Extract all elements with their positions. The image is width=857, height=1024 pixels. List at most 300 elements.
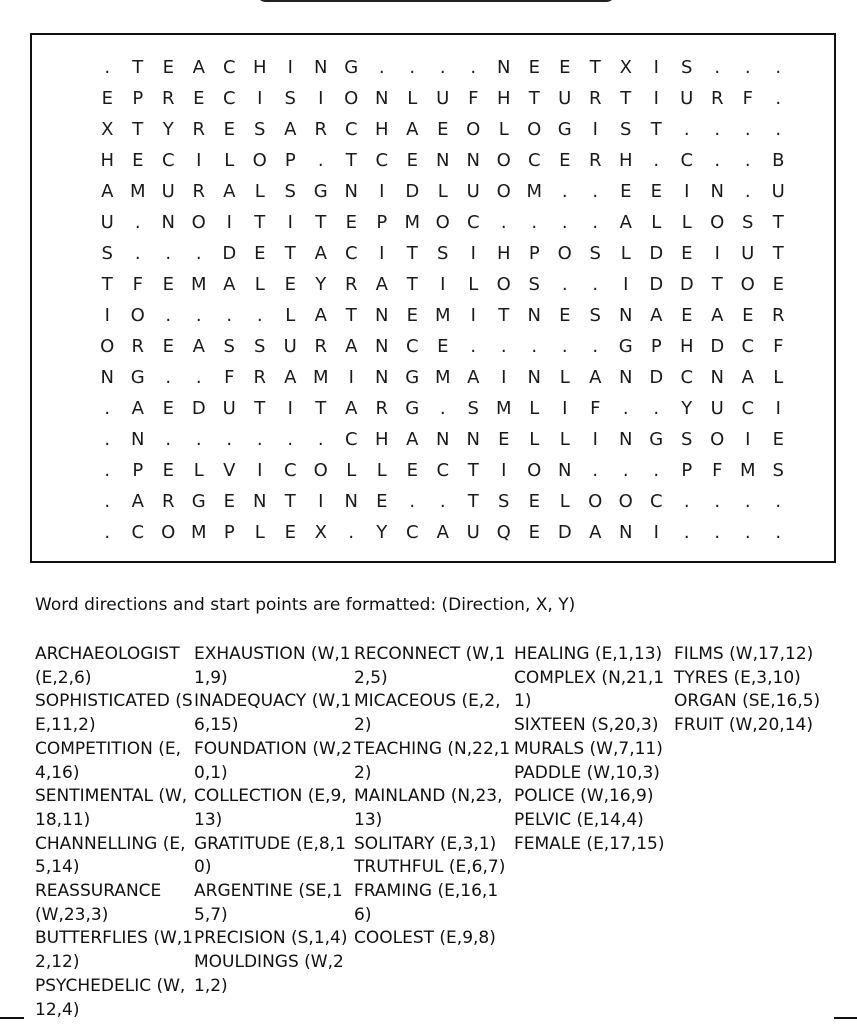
grid-cell: . — [134, 212, 141, 233]
grid-cell: N — [710, 181, 724, 202]
grid-cell: L — [651, 212, 662, 233]
grid-cell: . — [439, 57, 446, 78]
grid-cell: I — [287, 57, 293, 78]
grid-cell: E — [162, 57, 174, 78]
grid-cell: . — [195, 243, 202, 264]
grid-cell: I — [653, 57, 659, 78]
grid-cell: A — [101, 181, 114, 202]
grid-cell: N — [466, 150, 480, 171]
grid-cell: U — [283, 336, 297, 357]
grid-cell: C — [344, 243, 358, 264]
word-entry: SIXTEEN (S,20,3) — [514, 715, 659, 736]
grid-cell: I — [775, 398, 781, 419]
grid-cell: . — [104, 57, 111, 78]
grid-cell: . — [104, 460, 111, 481]
grid-cell: R — [192, 181, 205, 202]
grid-cell: U — [436, 88, 450, 109]
grid-cell: C — [283, 460, 297, 481]
grid-cell: S — [254, 336, 266, 357]
grid-cell: H — [374, 119, 389, 140]
grid-cell: A — [345, 398, 358, 419]
grid-cell: I — [470, 243, 476, 264]
grid-cell: O — [252, 150, 267, 171]
grid-cell: S — [467, 398, 479, 419]
grid-row — [92, 459, 794, 483]
grid-cell: L — [254, 181, 265, 202]
grid-cell: T — [620, 88, 632, 109]
word-entry: PADDLE (W,10,3) — [514, 762, 660, 783]
grid-cell: . — [531, 212, 538, 233]
grid-cell: T — [254, 398, 266, 419]
grid-cell: T — [772, 243, 784, 264]
grid-cell: A — [406, 119, 419, 140]
grid-cell: E — [345, 212, 357, 233]
grid-cell: N — [619, 429, 633, 450]
grid-cell: . — [653, 150, 660, 171]
grid-cell: R — [161, 491, 175, 512]
grid-cell: C — [405, 522, 419, 543]
grid-cell: P — [132, 460, 144, 481]
word-entry: HEALING (E,1,13) — [514, 644, 663, 664]
grid-cell: R — [314, 119, 327, 140]
word-entry: EXHAUSTION (W,11,9) — [194, 644, 351, 688]
grid-cell: O — [496, 274, 511, 295]
grid-cell: E — [376, 491, 388, 512]
grid-cell: P — [650, 336, 662, 357]
grid-cell: . — [500, 212, 507, 233]
grid-cell: O — [161, 522, 176, 543]
grid-cell: N — [314, 57, 328, 78]
grid-cell: M — [434, 305, 451, 326]
grid-cell: A — [131, 398, 144, 419]
grid-cell: . — [744, 181, 751, 202]
grid-cell: U — [710, 398, 724, 419]
grid-cell: I — [287, 398, 293, 419]
grid-cell: L — [437, 181, 448, 202]
grid-cell: O — [710, 429, 725, 450]
grid-cell: A — [467, 367, 480, 388]
grid-cell: N — [131, 429, 145, 450]
grid-cell: . — [439, 491, 446, 512]
grid-cell: T — [589, 57, 601, 78]
grid-cell: . — [104, 522, 111, 543]
grid-cell: I — [714, 243, 720, 264]
crop-mark — [834, 1017, 857, 1019]
grid-cell: O — [527, 460, 542, 481]
grid-cell: O — [496, 181, 511, 202]
grid-cell: O — [740, 274, 755, 295]
grid-cell: C — [680, 367, 694, 388]
grid-cell: H — [252, 57, 267, 78]
grid-cell: S — [437, 243, 449, 264]
grid-cell: C — [405, 336, 419, 357]
grid-cell: . — [653, 460, 660, 481]
grid-cell: E — [681, 243, 693, 264]
grid-cell: . — [195, 429, 202, 450]
grid-cell: F — [468, 88, 479, 109]
grid-cell: . — [500, 336, 507, 357]
grid-cell: N — [375, 305, 389, 326]
grid-cell: E — [284, 522, 296, 543]
grid-cell: U — [558, 88, 572, 109]
grid-cell: I — [318, 88, 324, 109]
grid-cell: C — [131, 522, 145, 543]
grid-cell: L — [529, 429, 540, 450]
grid-cell: R — [710, 88, 724, 109]
grid-cell: T — [772, 212, 784, 233]
grid-cell: T — [284, 491, 296, 512]
grid-cell: F — [742, 88, 753, 109]
grid-cell: P — [376, 212, 388, 233]
grid-cell: A — [406, 429, 419, 450]
grid-cell: E — [620, 181, 632, 202]
grid-cell: M — [129, 181, 146, 202]
grid-cell: D — [649, 274, 664, 295]
grid-cell: M — [739, 460, 756, 481]
grid-cell: R — [314, 336, 327, 357]
grid-row — [92, 118, 794, 142]
grid-cell: I — [745, 429, 751, 450]
grid-cell: L — [224, 150, 235, 171]
grid-cell: L — [254, 274, 265, 295]
grid-cell: O — [618, 491, 633, 512]
grid-cell: O — [557, 243, 572, 264]
grid-cell: M — [404, 212, 421, 233]
grid-cell: . — [104, 491, 111, 512]
grid-cell: . — [592, 274, 599, 295]
grid-cell: . — [775, 88, 782, 109]
grid-cell: . — [683, 522, 690, 543]
grid-cell: I — [196, 150, 202, 171]
grid-cell: A — [192, 57, 205, 78]
grid-cell: E — [223, 119, 235, 140]
grid-cell: A — [619, 212, 632, 233]
grid-cell: V — [223, 460, 236, 481]
grid-cell: . — [409, 57, 416, 78]
grid-row — [92, 56, 794, 80]
grid-cell: . — [561, 181, 568, 202]
grid-cell: . — [744, 150, 751, 171]
grid-cell: . — [714, 491, 721, 512]
grid-cell: E — [772, 429, 784, 450]
grid-cell: T — [132, 119, 144, 140]
grid-cell: H — [618, 150, 633, 171]
grid-cell: T — [406, 274, 418, 295]
grid-cell: E — [437, 336, 449, 357]
grid-cell: I — [592, 429, 598, 450]
grid-cell: I — [379, 181, 385, 202]
grid-cell: A — [436, 522, 449, 543]
grid-cell: . — [592, 181, 599, 202]
grid-cell: R — [161, 88, 175, 109]
grid-cell: . — [744, 522, 751, 543]
grid-cell: T — [254, 212, 266, 233]
grid-cell: L — [620, 243, 631, 264]
grid-cell: O — [313, 460, 328, 481]
grid-row — [92, 149, 794, 173]
grid-cell: E — [406, 460, 418, 481]
grid-cell: I — [440, 274, 446, 295]
grid-cell: N — [558, 460, 572, 481]
grid-cell: B — [772, 150, 785, 171]
grid-cell: D — [191, 398, 206, 419]
grid-cell: N — [375, 88, 389, 109]
grid-cell: T — [528, 88, 540, 109]
grid-cell: E — [406, 150, 418, 171]
word-entry: SOPHISTICATED (SE,11,2) — [35, 691, 193, 736]
grid-cell: X — [314, 522, 327, 543]
grid-cell: R — [588, 88, 602, 109]
grid-cell: L — [559, 367, 570, 388]
grid-cell: T — [498, 305, 510, 326]
grid-cell: T — [711, 274, 723, 295]
grid-cell: . — [317, 150, 324, 171]
grid-cell: L — [529, 398, 540, 419]
grid-cell: . — [165, 429, 172, 450]
grid-cell: U — [741, 243, 755, 264]
grid-cell: A — [650, 305, 663, 326]
grid-row — [92, 521, 794, 545]
grid-cell: . — [714, 119, 721, 140]
grid-cell: Q — [496, 522, 511, 543]
grid-cell: P — [284, 150, 296, 171]
word-search-grid — [30, 33, 836, 563]
grid-cell: X — [619, 57, 632, 78]
grid-cell: . — [226, 429, 233, 450]
word-entry: PSYCHEDELIC (W,12,4) — [35, 975, 186, 1020]
grid-cell: Y — [681, 398, 693, 419]
grid-cell: E — [193, 88, 205, 109]
grid-cell: E — [559, 305, 571, 326]
grid-cell: . — [348, 522, 355, 543]
grid-cell: O — [527, 119, 542, 140]
word-list-column — [194, 643, 352, 999]
grid-cell: N — [375, 336, 389, 357]
grid-cell: D — [405, 181, 420, 202]
grid-cell: P — [528, 243, 540, 264]
grid-cell: . — [775, 119, 782, 140]
grid-cell: M — [526, 181, 543, 202]
grid-cell: C — [680, 150, 694, 171]
grid-cell: . — [561, 274, 568, 295]
grid-cell: L — [346, 460, 357, 481]
grid-row — [92, 242, 794, 266]
grid-cell: . — [287, 429, 294, 450]
grid-cell: R — [192, 119, 205, 140]
grid-cell: D — [649, 367, 664, 388]
grid-cell: . — [592, 212, 599, 233]
grid-cell: H — [496, 88, 511, 109]
grid-cell: S — [528, 274, 540, 295]
word-list — [35, 643, 835, 1023]
word-entry: TRUTHFUL (E,6,7) — [354, 857, 506, 878]
grid-cell: . — [714, 57, 721, 78]
crop-mark — [0, 1017, 24, 1019]
grid-cell: A — [223, 274, 236, 295]
grid-cell: I — [501, 367, 507, 388]
grid-cell: N — [466, 429, 480, 450]
grid-cell: R — [375, 398, 388, 419]
grid-cell: E — [162, 398, 174, 419]
grid-cell: F — [132, 274, 143, 295]
grid-cell: Y — [162, 119, 174, 140]
grid-cell: I — [257, 88, 263, 109]
word-entry: COMPLEX (N,21,11) — [514, 667, 665, 712]
grid-cell: L — [468, 274, 479, 295]
word-list-column — [514, 643, 672, 856]
grid-cell: . — [195, 305, 202, 326]
top-tab-decoration — [256, 0, 616, 2]
grid-cell: E — [162, 336, 174, 357]
word-entry: ARCHAEOLOGIST (E,2,6) — [35, 644, 180, 688]
grid-cell: L — [681, 212, 692, 233]
grid-cell: . — [256, 429, 263, 450]
grid-cell: E — [162, 274, 174, 295]
grid-cell: T — [315, 212, 327, 233]
grid-cell: G — [130, 367, 145, 388]
grid-cell: . — [317, 429, 324, 450]
grid-cell: D — [222, 243, 237, 264]
grid-cell: A — [284, 119, 297, 140]
grid-cell: I — [226, 212, 232, 233]
grid-cell: E — [772, 274, 784, 295]
word-entry: POLICE (W,16,9) — [514, 786, 654, 807]
grid-cell: O — [191, 212, 206, 233]
grid-cell: O — [100, 336, 115, 357]
grid-cell: . — [744, 57, 751, 78]
grid-cell: S — [742, 212, 754, 233]
grid-cell: S — [498, 491, 510, 512]
grid-cell: E — [284, 274, 296, 295]
grid-cell: P — [132, 88, 144, 109]
grid-cell: T — [284, 243, 296, 264]
word-entry: FRAMING (E,16,16) — [354, 881, 499, 925]
word-entry: ARGENTINE (SE,15,7) — [194, 881, 343, 925]
grid-cell: E — [559, 150, 571, 171]
grid-cell: I — [562, 398, 568, 419]
grid-cell: . — [592, 460, 599, 481]
grid-cell: I — [653, 88, 659, 109]
grid-cell: F — [224, 367, 235, 388]
grid-cell: M — [434, 367, 451, 388]
grid-cell: T — [132, 57, 144, 78]
grid-cell: S — [223, 336, 235, 357]
grid-cell: E — [528, 522, 540, 543]
grid-cell: H — [496, 243, 511, 264]
grid-cell: . — [622, 398, 629, 419]
grid-cell: R — [253, 367, 266, 388]
grid-cell: . — [714, 150, 721, 171]
grid-cell: . — [622, 460, 629, 481]
grid-cell: H — [374, 429, 389, 450]
word-entry: ORGAN (SE,16,5) — [674, 691, 821, 712]
grid-cell: U — [466, 181, 480, 202]
grid-cell: L — [498, 119, 509, 140]
grid-cell: . — [195, 367, 202, 388]
grid-cell: G — [618, 336, 633, 357]
grid-cell: I — [379, 243, 385, 264]
grid-cell: E — [254, 243, 266, 264]
grid-cell: L — [193, 460, 204, 481]
word-list-column — [354, 643, 512, 951]
grid-cell: E — [559, 57, 571, 78]
grid-cell: E — [406, 305, 418, 326]
grid-cell: I — [501, 460, 507, 481]
grid-cell: N — [161, 212, 175, 233]
grid-cell: S — [101, 243, 113, 264]
word-entry: COOLEST (E,9,8) — [354, 928, 496, 949]
grid-cell: I — [257, 460, 263, 481]
grid-cell: T — [467, 460, 479, 481]
word-entry: FEMALE (E,17,15) — [514, 833, 665, 854]
grid-cell: L — [254, 522, 265, 543]
grid-cell: N — [375, 367, 389, 388]
grid-cell: . — [226, 305, 233, 326]
grid-cell: N — [527, 305, 541, 326]
grid-cell: L — [285, 305, 296, 326]
word-entry: REASSURANCE (W,23,3) — [35, 881, 162, 925]
grid-cell: L — [376, 460, 387, 481]
word-list-column — [35, 643, 193, 1022]
grid-cell: M — [190, 274, 207, 295]
grid-cell: C — [527, 150, 541, 171]
grid-cell: A — [589, 367, 602, 388]
grid-cell: . — [683, 119, 690, 140]
grid-cell: X — [101, 119, 114, 140]
grid-cell: E — [101, 88, 113, 109]
grid-cell: . — [531, 336, 538, 357]
grid-cell: O — [466, 119, 481, 140]
grid-cell: E — [498, 429, 510, 450]
grid-cell: E — [223, 491, 235, 512]
grid-cell: O — [496, 150, 511, 171]
word-entry: FOUNDATION (W,20,1) — [194, 738, 352, 783]
grid-cell: . — [653, 398, 660, 419]
grid-cell: A — [314, 243, 327, 264]
grid-cell: . — [714, 522, 721, 543]
grid-row — [92, 490, 794, 514]
grid-cell: C — [649, 491, 663, 512]
grid-cell: N — [619, 305, 633, 326]
grid-cell: N — [619, 367, 633, 388]
grid-cell: A — [314, 305, 327, 326]
grid-cell: R — [588, 150, 602, 171]
grid-cell: A — [741, 367, 754, 388]
grid-cell: . — [775, 522, 782, 543]
grid-cell: . — [409, 491, 416, 512]
grid-cell: F — [712, 460, 723, 481]
grid-cell: C — [161, 150, 175, 171]
word-entry: TEACHING (N,22,12) — [354, 738, 511, 783]
grid-cell: . — [104, 398, 111, 419]
word-entry: RECONNECT (W,12,5) — [354, 644, 506, 688]
grid-row — [92, 304, 794, 328]
grid-cell: S — [681, 57, 693, 78]
grid-row — [92, 428, 794, 452]
grid-cell: N — [497, 57, 511, 78]
grid-cell: T — [406, 243, 418, 264]
grid-cell: E — [132, 150, 144, 171]
grid-cell: I — [104, 305, 110, 326]
grid-cell: M — [312, 367, 329, 388]
grid-cell: G — [313, 181, 328, 202]
grid-cell: C — [741, 398, 755, 419]
grid-cell: E — [162, 460, 174, 481]
grid-cell: D — [710, 336, 725, 357]
grid-cell: T — [345, 150, 357, 171]
word-entry: TYRES (E,3,10) — [674, 667, 801, 688]
grid-cell: N — [527, 367, 541, 388]
